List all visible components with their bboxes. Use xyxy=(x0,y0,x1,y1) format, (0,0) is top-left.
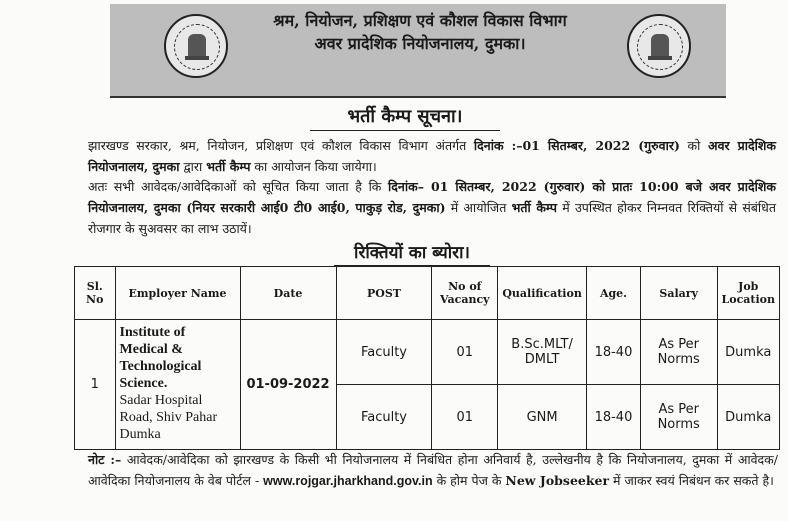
office-name: अवर प्रादेशिक नियोजनालय, दुमका। xyxy=(314,34,526,53)
note-label: नोट :– xyxy=(88,452,122,467)
cell-post: Faculty xyxy=(336,385,432,450)
cell-post: Faculty xyxy=(336,320,432,385)
cell-age: 18-40 xyxy=(587,320,641,385)
col-header-post: POST xyxy=(336,267,432,320)
cell-age: 18-40 xyxy=(587,385,641,450)
employer-address: Sadar Hospital Road, Shiv Pahar Dumka xyxy=(119,393,218,442)
cell-vacancy: 01 xyxy=(432,320,498,385)
registration-note: नोट :– आवेदक/आवेदिका को झारखण्ड के किसी भी नियोजनालय में निबंधित होना अनिवार्य है, उल्लेखनीय है कि नियोजनालय, दुमका में आवेदक/आवेदिका नियोजनालय के वेब पोर्टल - www.rojgar.jharkhand.gov.in के होम पेज के New Jobseeker में जाकर स्वयं निबंधन कर सकते है। xyxy=(88,452,778,488)
notice-paragraph-2: अतः सभी आवेदक/आवेदिकाओं को सूचित किया जाता है कि दिनांक– 01 सितम्बर, 2022 (गुरुवार) को प्रातः 10:00 बजे अवर प्रादेशिक नियोजनालय, दुमका (नियर सरकारी आई0 टी0 आई0, पाकुड़ रोड, दुमका) में आयोजित भर्ती कैम्प में उपस्थित होकर निम्नवत रिक्तियों से संबंधित रोजगार के सुअवसर का लाभ उठायें। xyxy=(88,179,776,236)
notice-paragraph-1: झारखण्ड सरकार, श्रम, नियोजन, प्रशिक्षण एवं कौशल विकास विभाग अंतर्गत दिनांक :–01 सितम्बर, 2022 (गुरुवार) को अवर प्रादेशिक नियोजनालय, दुमका द्वारा भर्ती कैम्प का आयोजन किया जायेगा। xyxy=(88,138,777,174)
header-divider xyxy=(110,96,726,98)
department-name: श्रम, नियोजन, प्रशिक्षण एवं कौशल विकास विभाग xyxy=(273,11,567,30)
cell-employer xyxy=(115,320,240,450)
cell-location: Dumka xyxy=(717,320,780,385)
table-header-row xyxy=(75,267,780,320)
col-header-salary: Salary xyxy=(640,267,717,320)
cell-salary: As Per Norms xyxy=(640,320,717,385)
col-header-employer: Employer Name xyxy=(115,267,240,320)
employer-name: Institute of Medical & Technological Science. xyxy=(119,325,202,391)
cell-qualification: GNM xyxy=(498,385,587,450)
vacancy-table xyxy=(74,266,780,450)
notice-title: भर्ती कैम्प सूचना। xyxy=(310,104,500,131)
cell-vacancy: 01 xyxy=(432,385,498,450)
rojgar-portal-link[interactable]: www.rojgar.jharkhand.gov.in xyxy=(263,474,433,488)
col-header-date: Date xyxy=(240,267,336,320)
col-header-age: Age. xyxy=(587,267,641,320)
cell-qualification: B.Sc.MLT/ DMLT xyxy=(498,320,587,385)
col-header-sl: Sl. No xyxy=(75,267,116,320)
jharkhand-seal-right-icon xyxy=(627,14,691,78)
table-row xyxy=(75,320,780,385)
cell-date: 01-09-2022 xyxy=(240,320,336,450)
jharkhand-seal-left-icon xyxy=(164,14,228,78)
vacancy-details-title: रिक्तियों का ब्योरा। xyxy=(334,241,490,266)
col-header-qualification: Qualification xyxy=(498,267,587,320)
cell-location: Dumka xyxy=(717,385,780,450)
cell-sl: 1 xyxy=(75,320,116,450)
col-header-vacancy: No of Vacancy xyxy=(432,267,498,320)
col-header-location: Job Location xyxy=(717,267,780,320)
cell-salary: As Per Norms xyxy=(640,385,717,450)
